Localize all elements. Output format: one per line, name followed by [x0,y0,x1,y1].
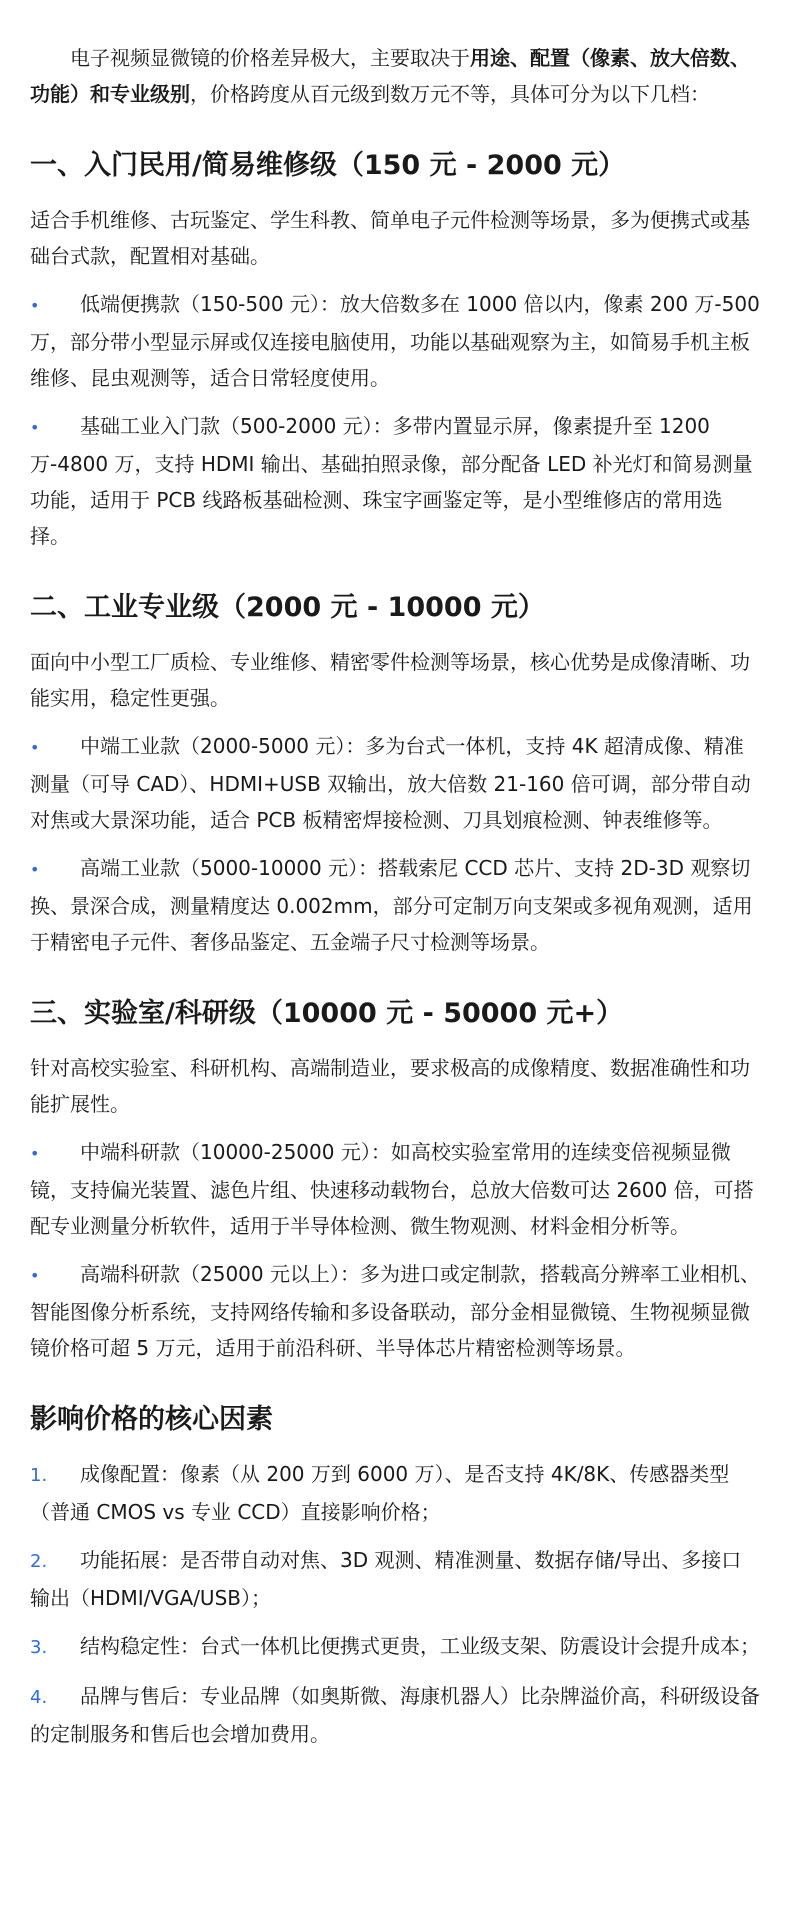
list-item [30,728,761,838]
bullet-icon: • [30,860,40,879]
bullet-icon: • [30,1144,40,1163]
section-heading: 二、工业专业级（2000 元 - 10000 元） [30,592,545,623]
list-item-text: 功能拓展：是否带自动对焦、3D 观测、精准测量、数据存储/导出、多接口输出（HDMI/VGA/USB）； [30,1548,742,1610]
list-item-text: 中端科研款（10000-25000 元）：如高校实验室常用的连续变倍视频显微镜，支持偏光装置、滤色片组、快速移动载物台，总放大倍数可达 2600 倍，可搭配专业测量分析软件，适用于半导体检测、微生物观测、材料金相分析等。 [30,1140,754,1238]
list-item [30,1678,761,1752]
section-heading: 一、入门民用/简易维修级（150 元 - 2000 元） [30,150,626,181]
list-item [30,286,761,396]
list-item-text: 高端科研款（25000 元以上）：多为进口或定制款，搭载高分辨率工业相机、智能图像分析系统，支持网络传输和多设备联动，部分金相显微镜、生物视频显微镜价格可超 5 万元，适用于前沿科研、半导体芯片精密检测等场景。 [30,1262,760,1360]
bullet-icon: • [30,418,40,437]
section-price-factors [30,1400,761,1752]
list-item-text: 成像配置：像素（从 200 万到 6000 万）、是否支持 4K/8K、传感器类型（普通 CMOS vs 专业 CCD）直接影响价格； [30,1462,730,1524]
section-research-level [30,994,761,1366]
section-industrial-level [30,588,761,960]
list-item-text: 中端工业款（2000-5000 元）：多为台式一体机，支持 4K 超清成像、精准测量（可导 CAD）、HDMI+USB 双输出，放大倍数 21-160 倍可调，部分带自动对焦或大景深功能，适合 PCB 板精密焊接检测、刀具划痕检测、钟表维修等。 [30,734,751,832]
list-number: 2. [30,1551,48,1572]
intro-text-1: 电子视频显微镜的价格差异极大，主要取决于 [70,46,470,70]
list-item-text: 基础工业入门款（500-2000 元）：多带内置显示屏，像素提升至 1200 万-4800 万，支持 HDMI 输出、基础拍照录像，部分配备 LED 补光灯和简易测量功能，适用于 PCB 线路板基础检测、珠宝字画鉴定等，是小型维修店的常用选择。 [30,414,753,548]
list-number: 1. [30,1465,48,1486]
intro-paragraph [30,40,761,112]
list-item [30,1456,761,1530]
list-item-text: 低端便携款（150-500 元）：放大倍数多在 1000 倍以内，像素 200 万-500 万，部分带小型显示屏或仅连接电脑使用，功能以基础观察为主，如简易手机主板维修、昆虫观测等，适合日常轻度使用。 [30,292,760,390]
bullet-icon: • [30,296,40,315]
section-description: 针对高校实验室、科研机构、高端制造业，要求极高的成像精度、数据准确性和功能扩展性。 [30,1056,750,1116]
list-item [30,1628,761,1666]
list-item-text: 高端工业款（5000-10000 元）：搭载索尼 CCD 芯片、支持 2D-3D 观察切换、景深合成，测量精度达 0.002mm，部分可定制万向支架或多视角观测，适用于精密电子元件、奢侈品鉴定、五金端子尺寸检测等场景。 [30,856,753,954]
list-number: 3. [30,1637,48,1658]
section-heading: 影响价格的核心因素 [30,1404,273,1435]
list-item [30,850,761,960]
section-entry-level [30,146,761,554]
intro-text-2: ，价格跨度从百元级到数万元不等，具体可分为以下几档： [190,82,710,106]
section-heading: 三、实验室/科研级（10000 元 - 50000 元+） [30,998,624,1029]
section-description: 面向中小型工厂质检、专业维修、精密零件检测等场景，核心优势是成像清晰、功能实用，稳定性更强。 [30,650,750,710]
list-item-text: 结构稳定性：台式一体机比便携式更贵，工业级支架、防震设计会提升成本； [80,1634,760,1658]
list-item [30,1256,761,1366]
bullet-icon: • [30,738,40,757]
list-number: 4. [30,1687,48,1708]
list-item [30,1542,761,1616]
list-item [30,408,761,554]
list-item [30,1134,761,1244]
bullet-icon: • [30,1266,40,1285]
intro-bold-text: 用途、配置（像素、放大倍数、功能）和专业级别 [30,46,750,106]
list-item-text: 品牌与售后：专业品牌（如奥斯微、海康机器人）比杂牌溢价高，科研级设备的定制服务和售后也会增加费用。 [30,1684,760,1746]
section-description: 适合手机维修、古玩鉴定、学生科教、简单电子元件检测等场景，多为便携式或基础台式款，配置相对基础。 [30,208,750,268]
